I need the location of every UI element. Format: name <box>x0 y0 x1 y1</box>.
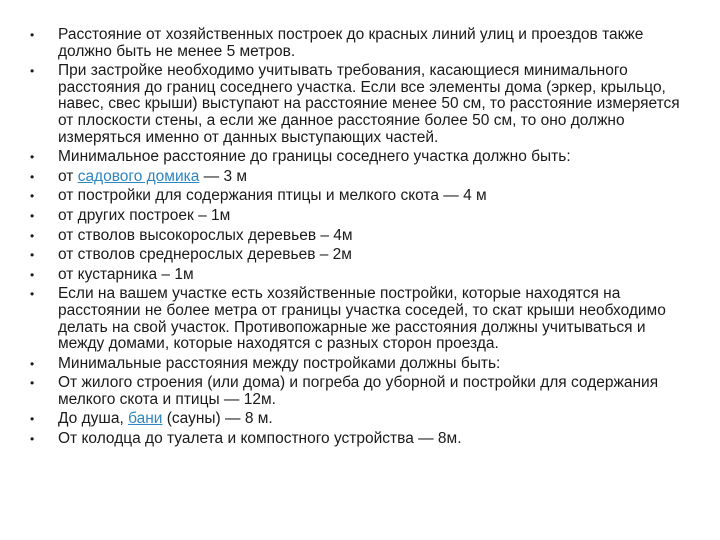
list-item <box>30 228 690 245</box>
list-item-text-before: До душа, <box>58 410 129 428</box>
bullet-dot-icon: • <box>30 356 35 371</box>
bullet-dot-icon: • <box>30 228 35 243</box>
list-item <box>30 149 690 166</box>
list-item-text-before: от <box>58 167 78 185</box>
bullet-dot-icon: • <box>30 432 35 447</box>
list-item <box>30 169 690 186</box>
list-item <box>30 188 690 205</box>
list-item <box>30 356 690 373</box>
garden-house-link[interactable]: садового домика <box>77 167 200 185</box>
list-item <box>30 27 690 60</box>
list-item-text: от стволов высокорослых деревьев – 4м <box>58 226 353 244</box>
bullet-dot-icon: • <box>30 248 35 263</box>
list-item <box>30 267 690 284</box>
list-item <box>30 208 690 225</box>
bullet-dot-icon: • <box>30 376 35 391</box>
list-item-text-after: — 3 м <box>199 167 248 185</box>
list-item-text: От колодца до туалета и компостного устройства — 8м. <box>58 430 462 448</box>
list-item-text: от кустарника – 1м <box>58 265 194 283</box>
list-item <box>30 286 690 352</box>
list-item-text: Минимальные расстояния между постройками должны быть: <box>58 354 501 372</box>
bullet-dot-icon: • <box>30 169 35 184</box>
list-item <box>30 247 690 264</box>
list-item-text: Расстояние от хозяйственных построек до красных линий улиц и проездов также должно быть не менее 5 метров. <box>58 26 644 60</box>
bullet-dot-icon: • <box>30 412 35 427</box>
bullet-dot-icon: • <box>30 28 35 42</box>
list-item-text: от постройки для содержания птицы и мелкого скота — 4 м <box>58 187 487 205</box>
bullet-dot-icon: • <box>30 189 35 204</box>
bath-link[interactable]: бани <box>128 410 163 428</box>
bullet-dot-icon: • <box>30 267 35 282</box>
list-item-text: Минимальное расстояние до границы соседнего участка должно быть: <box>58 148 571 166</box>
bullet-dot-icon: • <box>30 208 35 223</box>
list-item <box>30 431 690 448</box>
list-item-text-after: (сауны) — 8 м. <box>162 410 273 428</box>
bullet-dot-icon: • <box>30 150 35 165</box>
list-item <box>30 375 690 408</box>
list-item-text: От жилого строения (или дома) и погреба до уборной и постройки для содержания мелкого скота и птицы — 12м. <box>58 374 659 408</box>
list-item-text: Если на вашем участке есть хозяйственные постройки, которые находятся на расстоянии не более метра от границы участка соседей, то скат крыши необходимо делать на свой участок. Противопожарные же расстояния должны учитываться и между домами, которые находятся с разных сторон проезда. <box>58 285 666 353</box>
bullet-dot-icon: • <box>30 64 35 79</box>
list-item-text: При застройке необходимо учитывать требования, касающиеся минимального расстояния до границ соседнего участка. Если все элементы дома (эркер, крыльцо, навес, свес крыши) выступают на расстояние менее 50 см, то расстояние измеряется от плоскости стены, а если же данное расстояние более 50 см, то оно должно измеряться именно от данных выступающих частей. <box>58 62 680 146</box>
list-item <box>30 411 690 428</box>
list-item-text: от других построек – 1м <box>58 206 231 224</box>
bullet-dot-icon: • <box>30 287 35 302</box>
bullet-list <box>30 27 690 451</box>
list-item <box>30 63 690 146</box>
list-item-text: от стволов среднерослых деревьев – 2м <box>58 246 352 264</box>
